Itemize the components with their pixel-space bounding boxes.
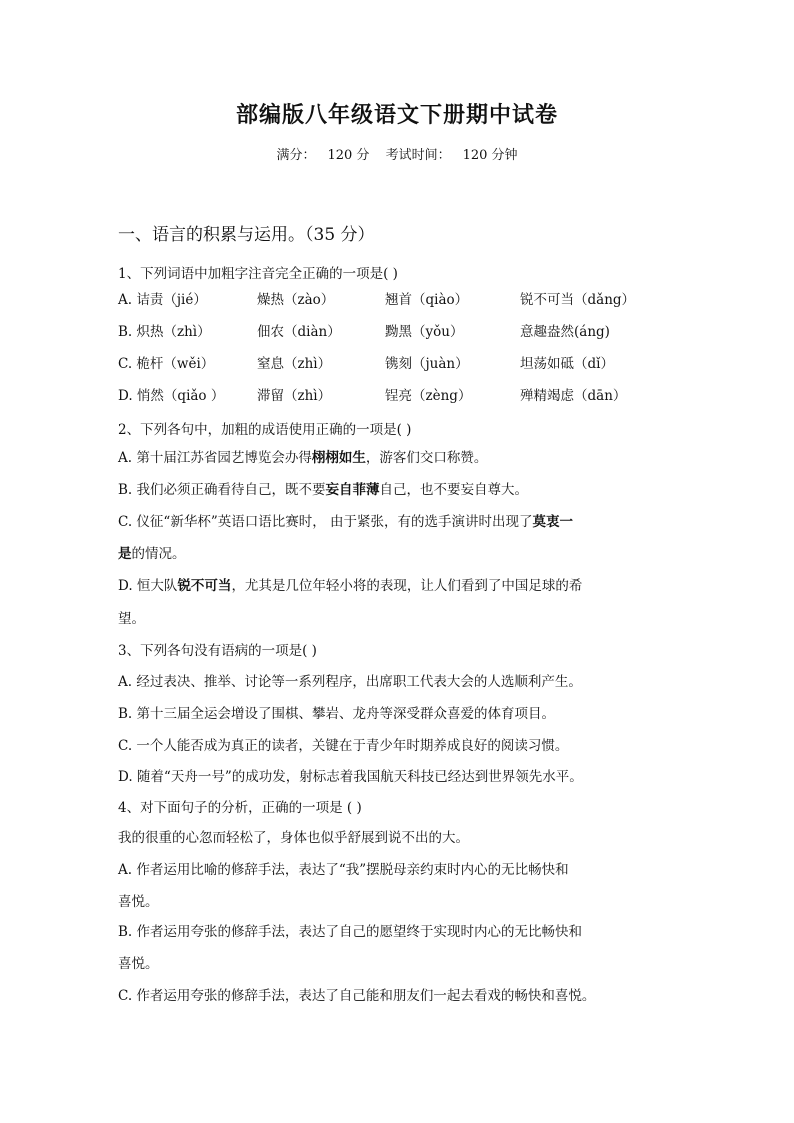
q1-d-4: 殚精竭虑（dān） [520, 388, 627, 404]
exam-meta [0, 144, 794, 163]
q2-b-text: B. 我们必须正确看待自己，既不要 [118, 482, 326, 498]
q4-option-c: C. 作者运用夸张的修辞手法，表达了自己能和朋友们一起去看戏的畅快和喜悦。 [118, 988, 596, 1004]
q2-c-text-end: 的情况。 [131, 546, 186, 562]
q2-option-d-line2: 望。 [118, 611, 145, 627]
q4-quote: 我的很重的心忽而轻松了，身体也似乎舒展到说不出的大。 [118, 830, 469, 846]
q1-a-3: 翘首（qiào） [385, 292, 469, 308]
score-value: 120 分 [327, 148, 370, 163]
score-label: 满分： [276, 148, 316, 163]
q3-option-a: A. 经过表决、推举、讨论等一系列程序，出席职工代表大会的人选顺利产生。 [118, 674, 582, 690]
q2-a-idiom: 栩栩如生 [311, 450, 366, 466]
q1-c-3: 镌刻（juàn） [385, 356, 469, 372]
q1-c-1: C. 桅杆（wěi） [118, 356, 215, 372]
q1-c-4: 坦荡如砥（dǐ） [520, 356, 614, 372]
q1-a-4: 锐不可当（dǎng） [520, 292, 636, 308]
q2-option-b [118, 478, 528, 498]
q1-d-1: D. 悄然（qiǎo ） [118, 388, 225, 404]
q3-option-b: B. 第十三届全运会增设了围棋、攀岩、龙舟等深受群众喜爱的体育项目。 [118, 706, 556, 722]
q2-b-text-end: 自己，也不要妄自尊大。 [379, 482, 529, 498]
q2-c-idiom: 莫衷一 [532, 514, 574, 530]
q2-c-text: C. 仪征“新华杯”英语口语比赛时， 由于紧张，有的选手演讲时出现了 [118, 514, 533, 530]
page-title: 部编版八年级语文下册期中试卷 [235, 103, 558, 128]
q1-a-1: A. 诘责（jié） [118, 292, 207, 308]
q4-stem: 4、对下面句子的分析，正确的一项是 ( ) [118, 800, 362, 816]
q3-stem: 3、下列各句没有语病的一项是( ) [118, 643, 317, 659]
q2-b-idiom: 妄自菲薄 [325, 482, 380, 498]
q1-d-3: 锃亮（zèng） [385, 388, 472, 404]
q2-stem: 2、下列各句中，加粗的成语使用正确的一项是( ) [118, 422, 412, 438]
q4-option-a-line1: A. 作者运用比喻的修辞手法，表达了“我”摆脱母亲约束时内心的无比畅快和 [118, 862, 569, 878]
q2-option-a [118, 446, 487, 466]
time-label: 考试时间： [385, 148, 451, 163]
q3-option-d: D. 随着“天舟一号”的成功发，射标志着我国航天科技已经达到世界领先水平。 [118, 769, 583, 785]
q1-b-2: 佃农（diàn） [257, 324, 341, 340]
q4-option-b-line1: B. 作者运用夸张的修辞手法，表达了自己的愿望终于实现时内心的无比畅快和 [118, 924, 583, 940]
section-heading: 一、语言的积累与运用。（35 分） [118, 225, 375, 245]
q1-b-1: B. 炽热（zhì） [118, 324, 211, 340]
q4-option-b-line2: 喜悦。 [118, 956, 159, 972]
q2-option-c-line2 [118, 542, 186, 562]
q1-d-2: 滞留（zhì） [257, 388, 332, 404]
time-value: 120 分钟 [462, 148, 518, 163]
q2-d-idiom: 锐不可当 [177, 578, 232, 594]
q1-b-4: 意趣盎然(áng) [520, 324, 610, 340]
q2-a-text-end: ，游客们交口称赞。 [365, 450, 488, 466]
q3-option-c: C. 一个人能否成为真正的读者，关键在于青少年时期养成良好的阅读习惯。 [118, 738, 569, 754]
q2-c-idiom-end: 是 [118, 546, 132, 562]
q4-option-a-line2: 喜悦。 [118, 894, 159, 910]
q1-a-2: 燥热（zào） [257, 292, 335, 308]
q2-a-text: A. 第十届江苏省园艺博览会办得 [118, 450, 312, 466]
q2-d-text-end: ，尤其是几位年轻小将的表现，让人们看到了中国足球的希 [231, 578, 583, 594]
q1-c-2: 窒息（zhì） [257, 356, 332, 372]
q2-d-text: D. 恒大队 [118, 578, 178, 594]
q1-stem: 1、下列词语中加粗字注音完全正确的一项是( ) [118, 266, 398, 282]
q2-option-d-line1 [118, 574, 582, 594]
q2-option-c-line1 [118, 510, 573, 530]
q1-b-3: 黝黑（yǒu） [385, 324, 464, 340]
